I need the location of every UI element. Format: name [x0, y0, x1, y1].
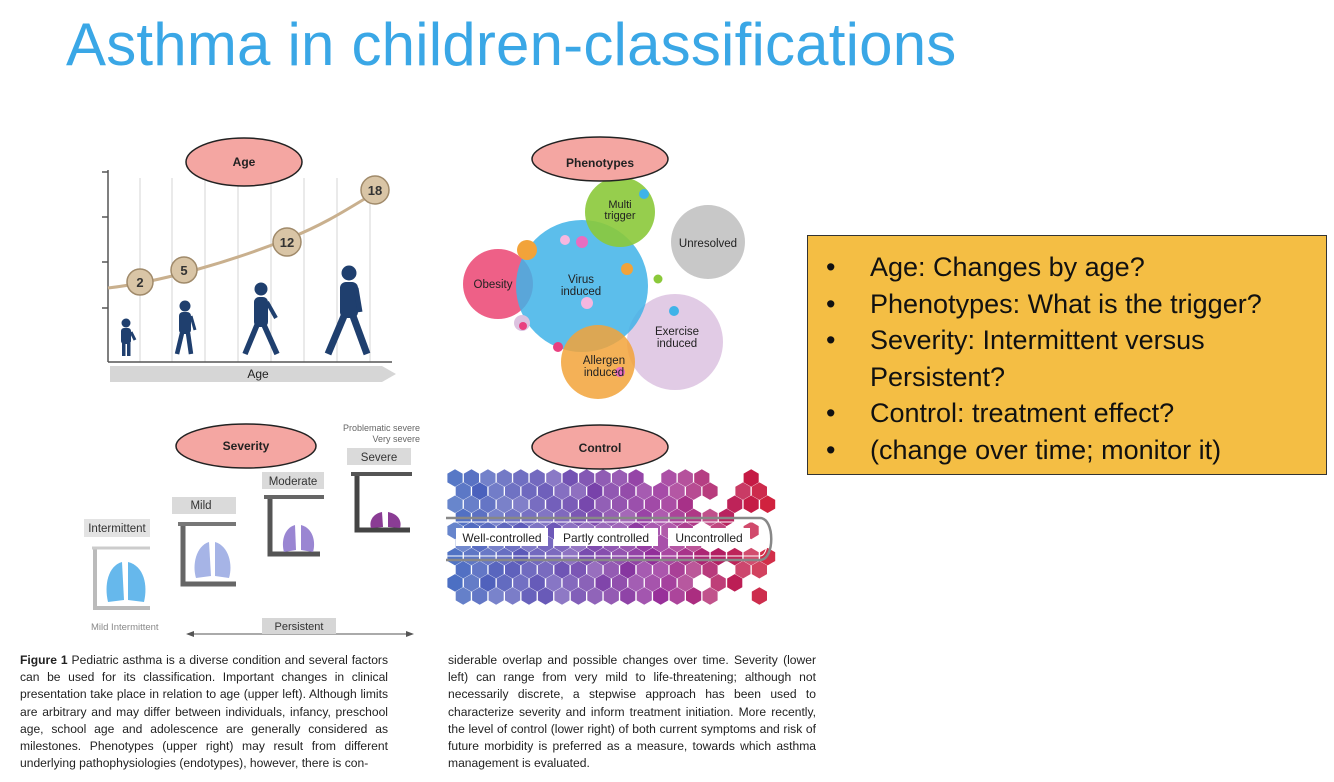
- slide-title: Asthma in children-classifications: [66, 11, 957, 78]
- summary-bullet-list: [808, 236, 1326, 468]
- control-panel: [446, 425, 775, 605]
- figure-caption-right: [448, 652, 816, 772]
- severity-label: Severity: [222, 439, 270, 453]
- preschool-figure: [177, 301, 195, 355]
- honeycomb-cell: [703, 482, 718, 500]
- caption-right-text: siderable overlap and possible changes over time. Severity (lower left) can range from very mild to life-threatening; although not necessarily discrete, a stepwise approach has been used to characterize severity and inform treatment initiation. More recently, the level of control (lower right) of both current symptoms and risk of future morbidity is preferred as a measure, towards which asthma management is evaluated.: [448, 653, 816, 771]
- schoolchild-figure: [245, 283, 277, 355]
- age-milestone-5: 5: [180, 263, 188, 278]
- figure-caption-left: [20, 652, 388, 772]
- severe-clamp: [351, 474, 412, 530]
- bullet-phenotypes: • Phenotypes: What is the trigger?: [870, 286, 1326, 323]
- very-severe-label: Very severe: [372, 434, 420, 444]
- summary-box: [807, 235, 1327, 475]
- uncontrolled-label: Uncontrolled: [675, 531, 743, 545]
- age-milestone-12: 12: [279, 235, 295, 250]
- bullet-severity: • Severity: Intermittent versus Persistent?: [870, 322, 1326, 395]
- control-label: Control: [578, 441, 622, 455]
- unresolved-label: Unresolved: [678, 238, 738, 250]
- intermittent-clamp: [92, 548, 150, 608]
- partly-controlled-label: Partly controlled: [562, 531, 650, 545]
- mild-clamp: [178, 524, 236, 584]
- phenotypes-panel: [463, 137, 745, 399]
- obesity-label: Obesity: [473, 279, 513, 291]
- virus-label-1: Virus: [568, 274, 594, 286]
- severe-label: Severe: [360, 452, 398, 464]
- persistent-label: Persistent: [274, 621, 324, 633]
- age-panel: [102, 138, 396, 382]
- adolescent-figure: [328, 266, 367, 355]
- exercise-label-2: induced: [656, 338, 698, 350]
- well-controlled-label: Well-controlled: [462, 531, 542, 545]
- age-axis-label: Age: [247, 367, 269, 381]
- intermittent-label: Intermittent: [88, 523, 146, 535]
- age-milestone-18: 18: [367, 183, 383, 198]
- mild-intermittent-label: Mild Intermittent: [91, 622, 159, 633]
- severity-panel: [84, 423, 420, 637]
- age-label: Age: [232, 155, 256, 169]
- problematic-severe-label: Problematic severe: [342, 423, 420, 433]
- honeycomb-cell: [752, 587, 767, 604]
- allergen-label-1: Allergen: [582, 355, 626, 367]
- bullet-age: • Age: Changes by age?: [870, 249, 1326, 286]
- moderate-label: Moderate: [268, 476, 318, 488]
- virus-label-2: induced: [560, 286, 602, 298]
- toddler-figure: [121, 319, 135, 357]
- multi-trigger-label-1: Multi: [608, 199, 632, 211]
- bullet-monitor: • (change over time; monitor it): [870, 432, 1326, 469]
- age-milestone-2: 2: [136, 275, 144, 290]
- mild-label: Mild: [190, 500, 212, 512]
- multi-trigger-label-2: trigger: [604, 210, 636, 222]
- bullet-control: • Control: treatment effect?: [870, 395, 1326, 432]
- moderate-clamp: [264, 497, 324, 554]
- allergen-label-2: induced: [583, 367, 625, 379]
- phenotypes-label: Phenotypes: [565, 156, 635, 170]
- exercise-label-1: Exercise: [654, 326, 700, 338]
- figure-label: Figure 1: [20, 653, 68, 667]
- caption-left-text: Pediatric asthma is a diverse condition and several factors can be used for its classification. Important changes in clinical presentation take place in relation to age (upper left). Although limits are arbitrary and may differ between individuals, infancy, preschool age, school age and adolescence are generally considered as milestones. Phenotypes (upper right) may result from different underlying pathophysiologies (endotypes), however, there is con-: [20, 653, 388, 771]
